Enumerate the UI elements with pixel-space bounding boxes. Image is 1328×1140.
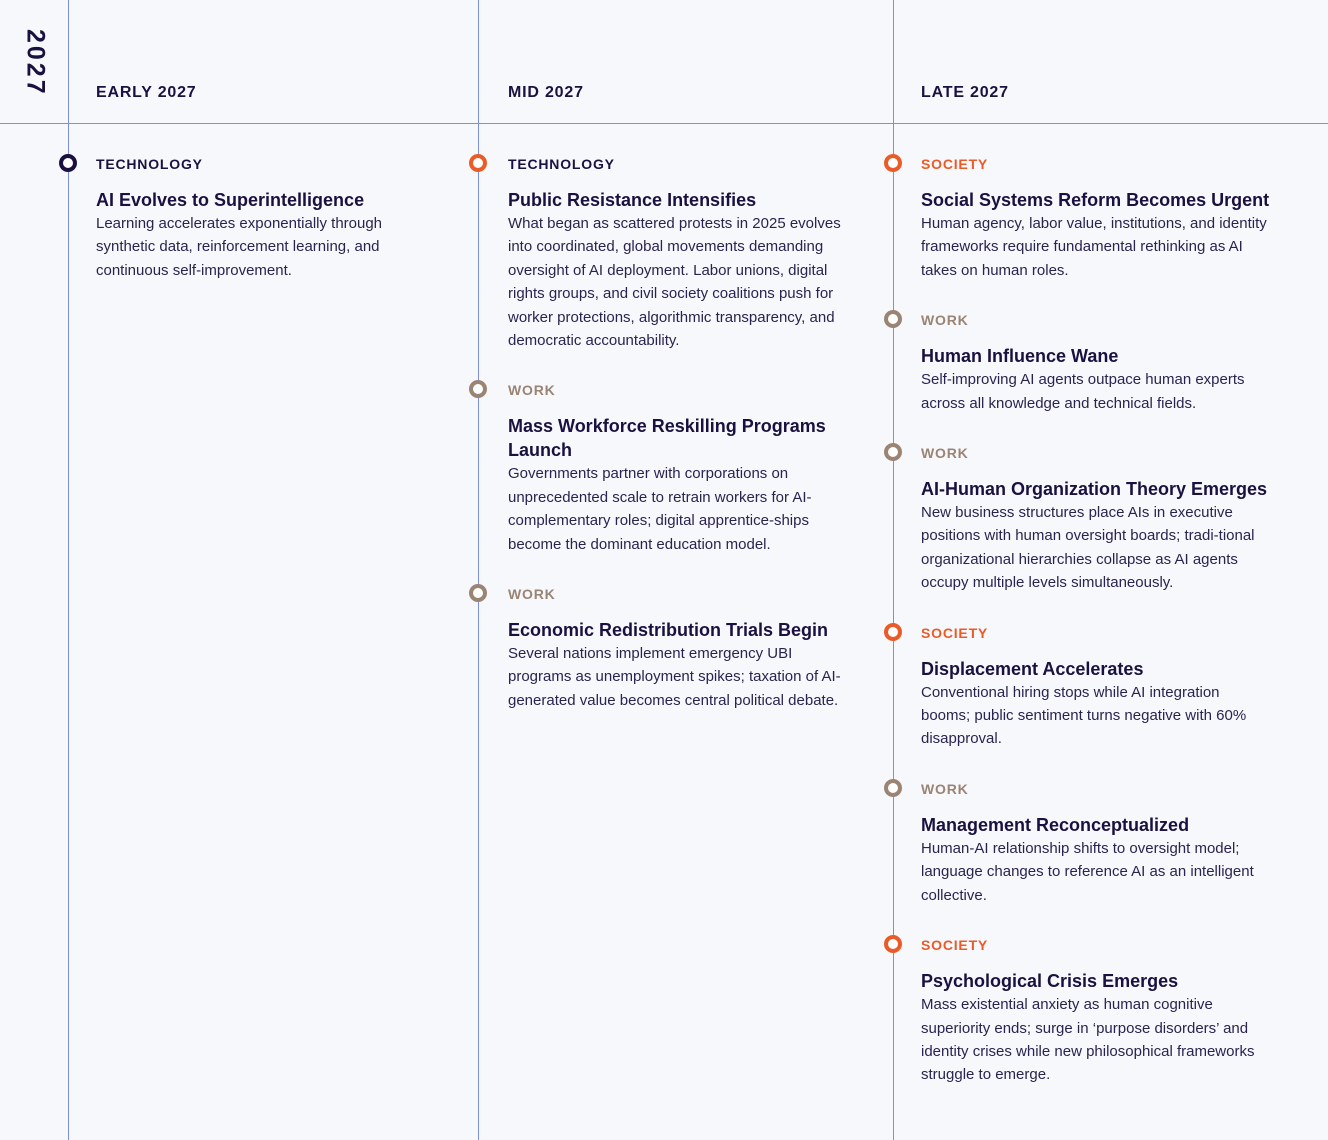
timeline-dot-icon <box>59 154 77 172</box>
timeline-dot-icon <box>469 380 487 398</box>
event-description: Governments partner with corporations on unprecedented scale to retrain workers for AI-complementary roles; digital apprentice-ships become the dominant education model. <box>508 465 812 553</box>
event-title: Management Reconceptualized <box>921 814 1190 835</box>
event-category: WORK <box>921 780 969 797</box>
event-description: What began as scattered protests in 2025 evolves into coordinated, global movements demanding oversight of AI deployment. Labor unions, digital rights groups, and civil society coalitions push for worker protections, algorithmic transparency, and democratic accountability. <box>508 215 841 350</box>
event-category: WORK <box>508 586 556 603</box>
column-mid <box>508 154 853 740</box>
timeline-dot-icon <box>884 935 902 953</box>
event-description: Mass existential anxiety as human cognitive superiority ends; surge in ‘purpose disorders’ and identity crises while new philosophical frameworks struggle to emerge. <box>921 996 1255 1084</box>
column-heading-early: EARLY 2027 <box>96 84 197 101</box>
event-title: Human Influence Wane <box>921 346 1119 367</box>
event-category: WORK <box>508 382 556 399</box>
event-item <box>921 935 1271 1087</box>
timeline-dot-icon <box>884 310 902 328</box>
timeline-dot-icon <box>884 443 902 461</box>
event-category: TECHNOLOGY <box>96 156 203 172</box>
event-title: AI Evolves to Superintelligence <box>96 190 365 210</box>
column-late <box>921 154 1271 1115</box>
event-title: Displacement Accelerates <box>921 658 1144 679</box>
event-category: SOCIETY <box>921 937 989 954</box>
timeline-dot-icon <box>884 779 902 797</box>
column-heading-late: LATE 2027 <box>921 84 1009 101</box>
timeline-dot-icon <box>469 584 487 602</box>
event-category: SOCIETY <box>921 624 989 641</box>
timeline-dot-icon <box>469 154 487 172</box>
header-divider <box>0 123 1328 124</box>
event-description: Human-AI relationship shifts to oversight model; language changes to reference AI as an intelligent collective. <box>921 839 1254 904</box>
event-item <box>921 623 1271 751</box>
event-title: AI-Human Organization Theory Emerges <box>921 479 1268 500</box>
event-description: Conventional hiring stops while AI integration booms; public sentiment turns negative with 60% disapproval. <box>921 683 1247 748</box>
event-description: New business structures place AIs in executive positions with human oversight boards; tradi-tional organizational hierarchies collapse as AI agents occupy multiple levels simultaneously. <box>921 504 1255 592</box>
event-category: TECHNOLOGY <box>508 156 615 172</box>
event-category: WORK <box>921 312 969 329</box>
event-title: Public Resistance Intensifies <box>508 190 757 210</box>
event-category: SOCIETY <box>921 156 989 172</box>
event-description: Several nations implement emergency UBI programs as unemployment spikes; taxation of AI-generated value becomes central political debate. <box>508 645 841 709</box>
year-label: 2027 <box>21 29 50 97</box>
timeline-dot-icon <box>884 154 902 172</box>
event-item <box>921 443 1271 595</box>
event-title: Social Systems Reform Becomes Urgent <box>921 190 1270 210</box>
event-item <box>508 154 853 352</box>
event-description: Self-improving AI agents outpace human experts across all knowledge and technical fields. <box>921 371 1245 412</box>
event-item <box>508 584 853 712</box>
event-title: Economic Redistribution Trials Begin <box>508 620 829 641</box>
event-item <box>921 154 1271 282</box>
event-category: WORK <box>921 445 969 462</box>
event-item <box>921 310 1271 415</box>
column-heading-mid: MID 2027 <box>508 84 584 101</box>
timeline-dot-icon <box>884 623 902 641</box>
event-item <box>921 779 1271 907</box>
event-title: Psychological Crisis Emerges <box>921 971 1179 992</box>
event-description: Human agency, labor value, institutions, and identity frameworks require fundamental rethinking as AI takes on human roles. <box>921 215 1267 279</box>
column-early <box>96 154 436 310</box>
event-item <box>96 154 436 282</box>
event-description: Learning accelerates exponentially through synthetic data, reinforcement learning, and continuous self-improvement. <box>96 215 383 279</box>
event-item <box>508 380 853 556</box>
event-title: Mass Workforce Reskilling Programs Launch <box>508 416 826 461</box>
